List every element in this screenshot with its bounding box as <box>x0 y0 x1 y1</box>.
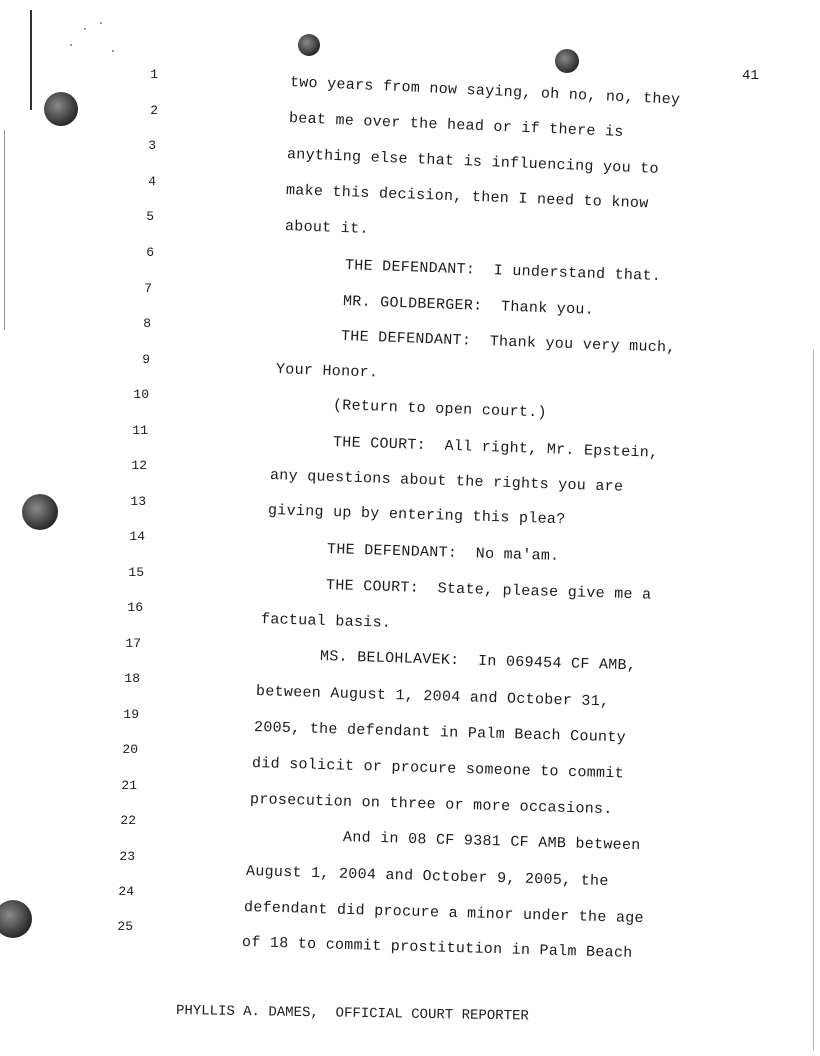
transcript-line: (Return to open court.) <box>332 397 548 422</box>
line-number: 22 <box>120 813 136 828</box>
line-number: 13 <box>130 494 146 509</box>
line-number: 8 <box>143 316 151 331</box>
transcript-line: about it. <box>284 218 369 238</box>
transcript-line: giving up by entering this plea? <box>267 502 566 529</box>
transcript-line: anything else that is influencing you to <box>286 146 660 178</box>
line-number: 5 <box>146 209 154 224</box>
transcript-line: THE DEFENDANT: I understand that. <box>344 257 662 286</box>
court-reporter-footer: PHYLLIS A. DAMES, OFFICIAL COURT REPORTER <box>175 1003 529 1025</box>
transcript-line: THE COURT: State, please give me a <box>325 577 652 604</box>
line-number: 25 <box>117 919 133 934</box>
scan-margin-line <box>30 10 32 110</box>
line-number: 2 <box>150 103 158 118</box>
transcript-line: two years from now saying, oh no, no, they <box>289 74 681 109</box>
transcript-line: prosecution on three or more occasions. <box>249 791 613 819</box>
transcript-line: THE DEFENDANT: Thank you very much, <box>340 328 676 357</box>
transcript-line: And in 08 CF 9381 CF AMB between <box>342 829 641 855</box>
transcript-line: any questions about the rights you are <box>269 467 624 496</box>
binder-hole <box>44 92 78 126</box>
line-number: 6 <box>146 245 154 260</box>
transcript-line: of 18 to commit prostitution in Palm Beach <box>241 934 633 962</box>
scan-page-edge <box>813 350 814 1050</box>
binder-hole <box>22 494 58 530</box>
transcript-line: beat me over the head or if there is <box>288 110 624 142</box>
line-number: 11 <box>132 423 148 438</box>
line-number: 9 <box>142 352 150 367</box>
scan-speck <box>84 28 86 30</box>
transcript-line: THE DEFENDANT: No ma'am. <box>326 541 560 565</box>
scan-speck <box>100 22 102 24</box>
line-number: 24 <box>118 884 134 899</box>
transcript-line: MR. GOLDBERGER: Thank you. <box>342 293 595 319</box>
line-number: 17 <box>125 636 141 651</box>
transcript-line: Your Honor. <box>275 361 379 382</box>
transcript-line: August 1, 2004 and October 9, 2005, the <box>245 863 609 891</box>
transcript-line: did solicit or procure someone to commit <box>251 755 625 783</box>
line-number: 10 <box>133 387 149 402</box>
line-number: 1 <box>150 67 158 82</box>
transcript-line: 2005, the defendant in Palm Beach County <box>253 719 627 747</box>
line-number: 18 <box>124 671 140 686</box>
line-number: 21 <box>121 778 137 793</box>
scan-speck <box>112 50 114 52</box>
line-number: 14 <box>129 529 145 544</box>
binder-hole <box>555 49 579 73</box>
scan-margin-line <box>4 130 5 330</box>
transcript-line: make this decision, then I need to know <box>285 182 649 213</box>
binder-hole <box>0 900 32 938</box>
transcript-line: defendant did procure a minor under the age <box>243 899 645 928</box>
line-number: 23 <box>119 849 135 864</box>
transcript-line: THE COURT: All right, Mr. Epstein, <box>332 434 659 462</box>
transcript-line: between August 1, 2004 and October 31, <box>255 683 610 711</box>
page-number: 41 <box>742 68 759 84</box>
line-number: 3 <box>148 138 156 153</box>
line-number: 19 <box>123 707 139 722</box>
line-number: 15 <box>128 565 144 580</box>
transcript-line: MS. BELOHLAVEK: In 069454 CF AMB, <box>319 648 637 675</box>
line-number: 7 <box>144 281 152 296</box>
scan-speck <box>70 44 72 46</box>
line-number: 20 <box>122 742 138 757</box>
line-number: 12 <box>131 458 147 473</box>
transcript-line: factual basis. <box>260 611 392 632</box>
line-number: 16 <box>127 600 143 615</box>
binder-hole <box>298 34 320 56</box>
line-number: 4 <box>148 174 156 189</box>
